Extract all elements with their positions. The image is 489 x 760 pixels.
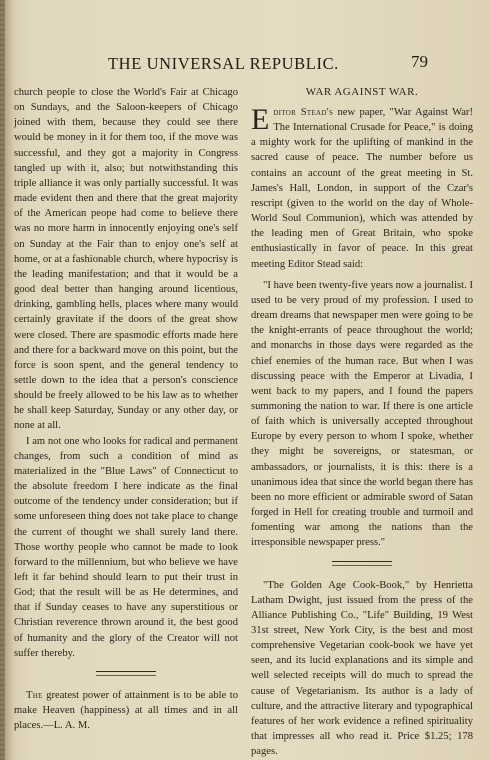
left-column bbox=[14, 85, 238, 733]
running-title: THE UNIVERSAL REPUBLIC. bbox=[108, 54, 339, 73]
article-paragraph bbox=[251, 105, 473, 272]
left-divider bbox=[96, 671, 156, 676]
left-paragraph-1: church people to close the World's Fair at Chicago on Sundays, and the Saloon-keepers of Chicago joined with them, because they could see there would be money in it for them too, if the move was successful, and they got a majority in Congress tangled up with it, also; but notwithstanding this triple alliance it was only partially successful. It was made evident then and there that the great majority of the American peope had come to believe there was no more harm in innocently enjoying one's self on Sunday at the Fair than to enjoy one's self at home, or at a fashionable church, where hypocrisy is the leading manifestation; and that it would be a good deal better than hanging around licentious, drinking, gambling hells, places where many would certainly gravitate if the doors of the great show were closed. There are spasmodic efforts made here and there for a backward move on this point, but the force is soon spent, and the general tendency to settle down to the idea that a person's conscience should be freely allowed to be his law as to whether he shall keep Saturday, Sunday or any other day, or none at all. bbox=[14, 87, 238, 432]
article-quote: "I have been twenty-five years now a journalist. I used to be very proud of my profession. I used to dream dreams that newspaper men were going to be the knight-errants of peace throughout the world; and monarchs in those days were regarded as the chief enemies of the human race. But when I was discussing peace with the Emperor at Livadia, I went back to my papers, and I found the papers summoning the nation to war. If there is one article of faith which is universally accepted throughout Europe by every person to whom I spoke, whether they might be sovereigns, or statesman, or ambassadors, or journalists, it is this: there is a unanimous idea that since the world began there has been no more efficient or admirable sword of Satan forged in Hell for creating trouble and turmoil and fomenting war among the nations than the irresponsible newspaper press." bbox=[251, 279, 473, 549]
left-note-text: greatest power of attainment is to be able to make Heaven (happiness) at all times and in all places.—L. A. M. bbox=[14, 689, 238, 732]
right-column bbox=[251, 85, 473, 759]
article-heading: WAR AGAINST WAR. bbox=[305, 86, 419, 98]
article-lead: ditor Stead's bbox=[273, 107, 334, 118]
right-divider bbox=[332, 561, 392, 566]
page-number: 79 bbox=[411, 52, 428, 71]
page-binding-edge bbox=[0, 0, 5, 760]
book-notice: "The Golden Age Cook-Book," by Henrietta Latham Dwight, just issued from the press of the Alliance Publishing Co., "Life" Building, 19 West 31st street, New York City, is the best and most comprehensive Vegetarian cook-book we have yet seen, and its lucid explanations and its simple and well selected receipts will do much to spread the cause of Vegetarianism. Its author is a lady of culture, and the attractive literary and typographical features of her work evidence a refined spirituality that impresses all who read it. Price $1.25; 178 pages. bbox=[251, 579, 473, 758]
left-note bbox=[14, 688, 238, 733]
left-paragraph-2: I am not one who looks for radical and permanent changes, from such a condition of mind as materialized in the "Blue Laws" of Connecticut to the absolute freedom I here indicate as the final outcome of the tendency under consideration; but if some unforeseen thing does not take place to change the current of thought we shall surely land there. Those worthy people who cannot be made to look forward to the millennium, but who believe we have left it far behind should learn to put their trust in God; that the result will be as He determines, and that if Sunday ceases to have any superstitious or Christian reverence thrown around it, the best good of humanity and the glory of the Creator will not suffer thereby. bbox=[14, 435, 238, 659]
article-text: new paper, "War Against War! The International Crusade for Peace," is doing a mighty work for the uplifting of mankind in the sacred cause of peace. The number before us contains an account of the great meeting in St. James's Hall, London, in support of the Czar's rescript (given to the world on the day of Whole-World Soul Communion), which was attended by the leading men of Great Britain, who spoke enthusiastically in favor of peace. In this great meeting Editor Stead said: bbox=[251, 107, 473, 270]
left-note-lead: The bbox=[26, 689, 43, 701]
article-dropcap: E bbox=[251, 103, 270, 136]
